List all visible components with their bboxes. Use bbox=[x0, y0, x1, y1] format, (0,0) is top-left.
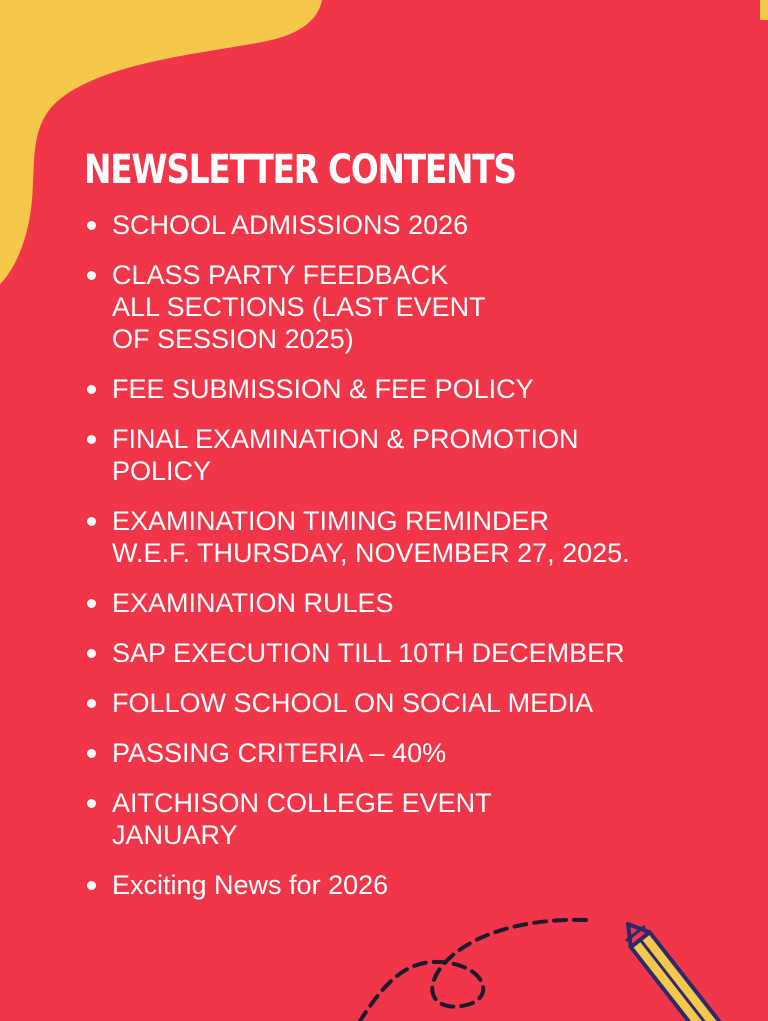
list-item bbox=[112, 787, 752, 851]
list-item-text: EXAMINATION RULES bbox=[112, 588, 394, 618]
dashed-loop-line bbox=[360, 920, 586, 1021]
list-item-text: SAP EXECUTION TILL 10TH DECEMBER bbox=[112, 638, 625, 668]
bullet-icon bbox=[87, 649, 96, 658]
list-item-text: FEE SUBMISSION & FEE POLICY bbox=[112, 374, 534, 404]
bullet-icon bbox=[87, 749, 96, 758]
list-item-text: EXAMINATION TIMING REMINDER W.E.F. THURSDAY, NOVEMBER 27, 2025. bbox=[112, 506, 630, 568]
bullet-icon bbox=[87, 599, 96, 608]
list-item-text: AITCHISON COLLEGE EVENT JANUARY bbox=[112, 788, 492, 850]
bullet-icon bbox=[87, 271, 96, 280]
bullet-icon bbox=[87, 699, 96, 708]
list-item bbox=[112, 423, 752, 487]
bullet-icon bbox=[87, 799, 96, 808]
bullet-icon bbox=[87, 385, 96, 394]
list-item bbox=[112, 637, 752, 669]
list-item bbox=[112, 259, 752, 355]
list-item-text: PASSING CRITERIA – 40% bbox=[112, 738, 447, 768]
corner-accent bbox=[760, 0, 768, 20]
contents-list bbox=[112, 209, 752, 919]
bullet-icon bbox=[87, 435, 96, 444]
list-item-text: FOLLOW SCHOOL ON SOCIAL MEDIA bbox=[112, 688, 594, 718]
list-item-text: Exciting News for 2026 bbox=[112, 870, 389, 900]
list-item-text: CLASS PARTY FEEDBACK ALL SECTIONS (LAST EVENT OF SESSION 2025) bbox=[112, 260, 486, 354]
list-item bbox=[112, 737, 752, 769]
bullet-icon bbox=[87, 517, 96, 526]
list-item bbox=[112, 373, 752, 405]
list-item-text: SCHOOL ADMISSIONS 2026 bbox=[112, 210, 469, 240]
list-item bbox=[112, 209, 752, 241]
list-item bbox=[112, 587, 752, 619]
bullet-icon bbox=[87, 881, 96, 890]
bullet-icon bbox=[87, 221, 96, 230]
page-title: NEWSLETTER CONTENTS bbox=[84, 147, 516, 193]
list-item bbox=[112, 687, 752, 719]
list-item-text: FINAL EXAMINATION & PROMOTION POLICY bbox=[112, 424, 579, 486]
pencil-icon bbox=[619, 917, 749, 1021]
list-item bbox=[112, 869, 752, 901]
list-item bbox=[112, 505, 752, 569]
